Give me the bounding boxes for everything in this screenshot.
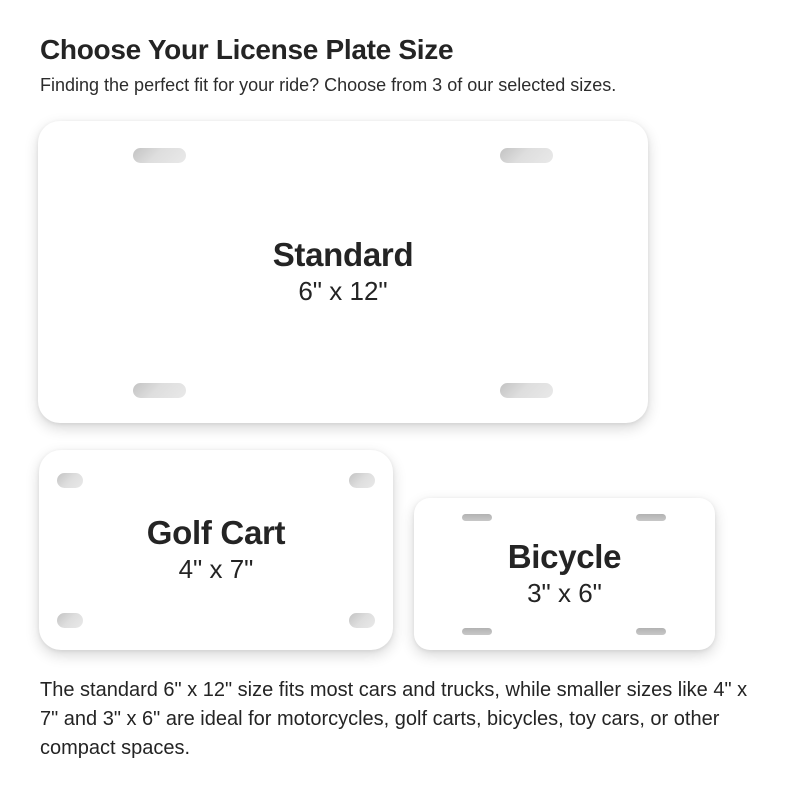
mounting-hole-icon <box>462 628 492 635</box>
mounting-hole-icon <box>636 628 666 635</box>
mounting-hole-icon <box>500 148 553 163</box>
page-subtitle: Finding the perfect fit for your ride? Choose from 3 of our selected sizes. <box>40 75 617 95</box>
mounting-hole-icon <box>462 514 492 521</box>
plate-name-standard: Standard <box>272 236 414 274</box>
mounting-hole-icon <box>636 514 666 521</box>
plate-size-golf-cart: 4" x 7" <box>178 553 254 584</box>
mounting-hole-icon <box>133 148 186 163</box>
plate-size-bicycle: 3" x 6" <box>527 577 602 608</box>
size-description-text: The standard 6" x 12" size fits most cars and trucks, while smaller sizes like 4" x 7" and 3" x 6" are ideal for motorcycles, golf carts, bicycles, toy cars, or other compact spaces. <box>40 679 748 759</box>
mounting-hole-icon <box>500 383 553 398</box>
plate-name-bicycle: Bicycle <box>507 538 622 576</box>
plate-card-standard <box>38 121 648 423</box>
mounting-hole-icon <box>133 383 186 398</box>
plate-name-golf-cart: Golf Cart <box>146 514 286 552</box>
mounting-hole-icon <box>57 613 83 628</box>
page-title: Choose Your License Plate Size <box>40 34 454 65</box>
mounting-hole-icon <box>349 473 375 488</box>
plate-size-standard: 6" x 12" <box>298 275 388 306</box>
plate-card-golf-cart <box>39 450 393 650</box>
mounting-hole-icon <box>349 613 375 628</box>
mounting-hole-icon <box>57 473 83 488</box>
plate-card-bicycle <box>414 498 715 650</box>
